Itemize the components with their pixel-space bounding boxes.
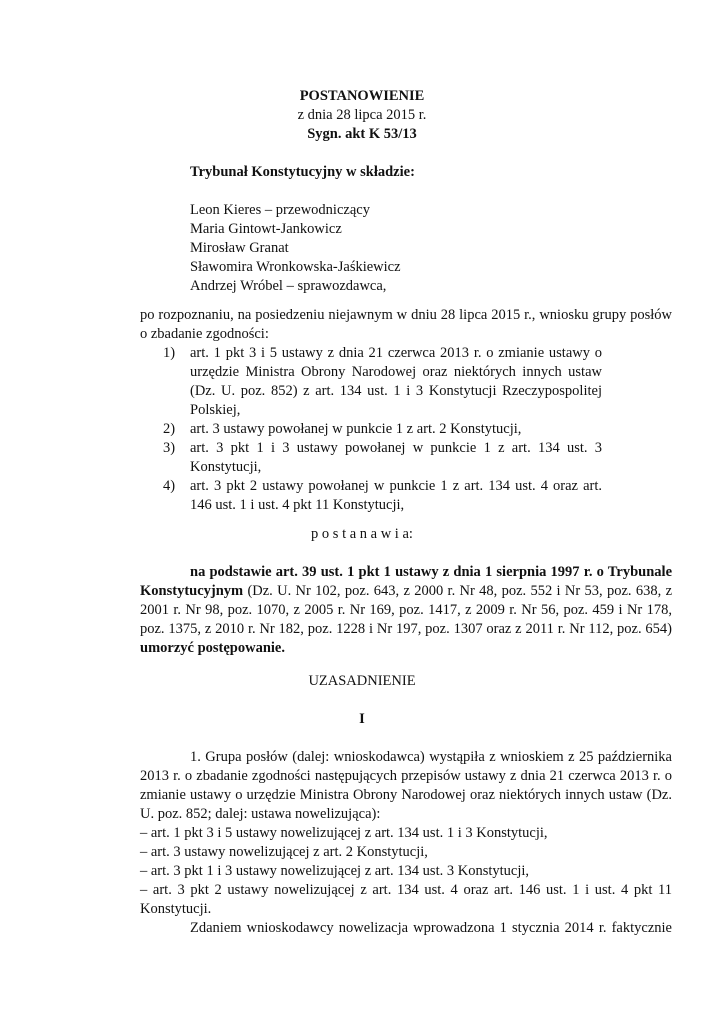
decision-line: na podstawie art. 39 ust. 1 pkt 1 ustawy z dnia 1 sierpnia 1997 r. o Trybunale xyxy=(190,564,672,580)
dash-item: – art. 3 ustawy nowelizującej z art. 2 Konstytucji, xyxy=(140,844,428,860)
list-number: 1) xyxy=(163,345,176,361)
intro-line: o zbadanie zgodności: xyxy=(140,326,269,342)
list-item-line: 146 ust. 1 i ust. 4 pkt 11 Konstytucji, xyxy=(190,497,405,513)
intro-line: po rozpoznaniu, na posiedzeniu niejawnym w dniu 28 lipca 2015 r., wniosku grupy posłów xyxy=(140,307,672,323)
list-number: 2) xyxy=(163,421,176,437)
decision-line: poz. 1375, z 2010 r. Nr 182, poz. 1228 i Nr 197, poz. 1307 oraz z 2011 r. Nr 112, poz. 654) xyxy=(140,621,672,637)
member-line: Sławomira Wronkowska-Jaśkiewicz xyxy=(190,259,401,275)
paragraph-line: zmianie ustawy o urzędzie Ministra Obrony Narodowej oraz niektórych innych ustaw (Dz. xyxy=(140,787,672,803)
decision-line: umorzyć postępowanie. xyxy=(140,640,285,656)
decision-heading: p o s t a n a w i a: xyxy=(311,526,413,542)
paragraph-line: 2013 r. o zbadanie zgodności następujących przepisów ustawy z dnia 21 czerwca 2013 r. o xyxy=(140,768,672,784)
list-item-line: art. 3 pkt 1 i 3 ustawy powołanej w punkcie 1 z art. 134 ust. 3 xyxy=(190,440,602,456)
dash-item: – art. 1 pkt 3 i 5 ustawy nowelizującej z art. 134 ust. 1 i 3 Konstytucji, xyxy=(140,825,548,841)
decision-citation: (Dz. U. Nr 102, poz. 643, z 2000 r. Nr 48, poz. 552 i Nr 53, poz. 638, z xyxy=(243,583,672,599)
member-line: Andrzej Wróbel – sprawozdawca, xyxy=(190,278,387,294)
decision-line xyxy=(140,582,672,601)
dash-item: Konstytucji. xyxy=(140,901,212,917)
list-item-line: art. 1 pkt 3 i 5 ustawy z dnia 21 czerwca 2013 r. o zmianie ustawy o xyxy=(190,345,602,361)
case-signature: Sygn. akt K 53/13 xyxy=(307,126,417,142)
list-item-line: Polskiej, xyxy=(190,402,241,418)
decision-line: 2001 r. Nr 98, poz. 1070, z 2005 r. Nr 169, poz. 1417, z 2009 r. Nr 56, poz. 459 i Nr 178, xyxy=(140,602,672,618)
section-number: I xyxy=(359,711,365,727)
paragraph-line: U. poz. 852; dalej: ustawa nowelizująca): xyxy=(140,806,381,822)
list-item-line: urzędzie Ministra Obrony Narodowej oraz niektórych innych ustaw xyxy=(190,364,602,380)
list-item-line: Konstytucji, xyxy=(190,459,262,475)
document-title: POSTANOWIENIE xyxy=(299,88,425,104)
member-line: Mirosław Granat xyxy=(190,240,289,256)
list-item-line: art. 3 ustawy powołanej w punkcie 1 z art. 2 Konstytucji, xyxy=(190,421,522,437)
decision-act-name: Konstytucyjnym xyxy=(140,583,244,599)
paragraph-line: Zdaniem wnioskodawcy nowelizacja wprowadzona 1 stycznia 2014 r. faktycznie xyxy=(190,920,672,936)
justification-heading: UZASADNIENIE xyxy=(308,673,416,689)
list-number: 4) xyxy=(163,478,176,494)
list-item-line: art. 3 pkt 2 ustawy powołanej w punkcie 1 z art. 134 ust. 4 oraz art. xyxy=(190,478,602,494)
list-item-line: (Dz. U. poz. 852) z art. 134 ust. 1 i 3 Konstytucji Rzeczypospolitej xyxy=(190,383,602,399)
member-line: Leon Kieres – przewodniczący xyxy=(190,202,370,218)
composition-heading: Trybunał Konstytucyjny w składzie: xyxy=(190,164,415,180)
document-date: z dnia 28 lipca 2015 r. xyxy=(297,107,427,123)
list-number: 3) xyxy=(163,440,176,456)
dash-item: – art. 3 pkt 2 ustawy nowelizującej z art. 134 ust. 4 oraz art. 146 ust. 1 i ust. 4 pkt 11 xyxy=(140,882,672,898)
paragraph-line: 1. Grupa posłów (dalej: wnioskodawca) wystąpiła z wnioskiem z 25 października xyxy=(190,749,672,765)
dash-item: – art. 3 pkt 1 i 3 ustawy nowelizującej z art. 134 ust. 3 Konstytucji, xyxy=(140,863,530,879)
member-line: Maria Gintowt-Jankowicz xyxy=(190,221,342,237)
